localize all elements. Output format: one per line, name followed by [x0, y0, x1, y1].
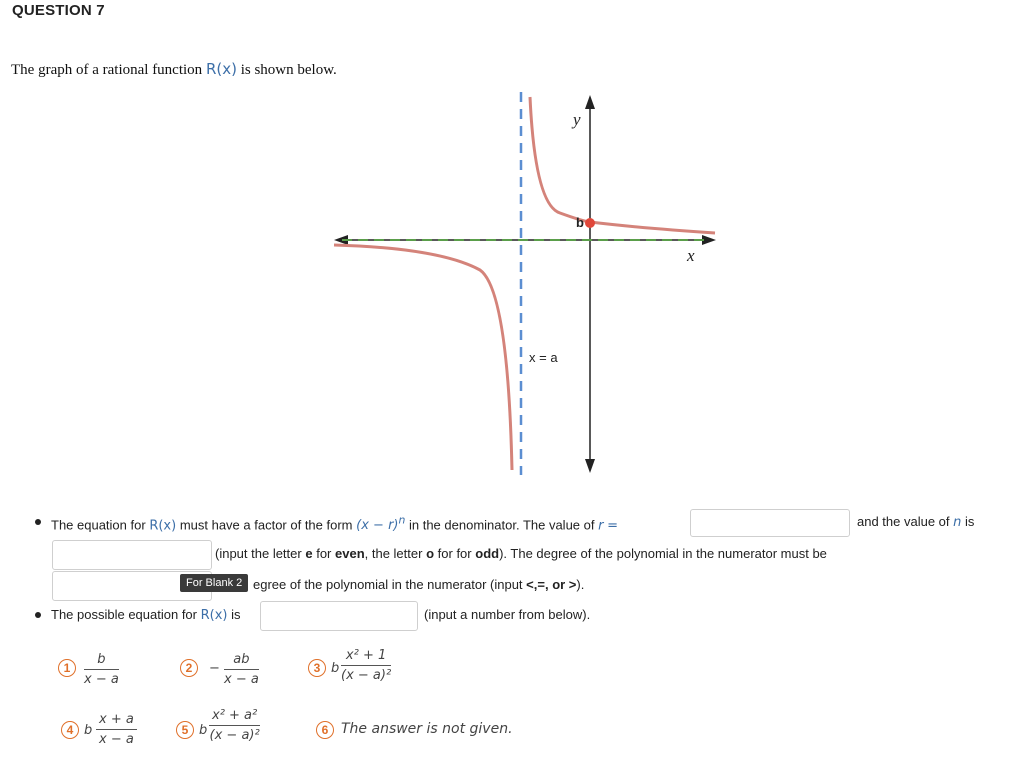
- option-5-fraction: [209, 708, 260, 743]
- y-axis-arrow-down: [585, 459, 595, 473]
- odd-letter: o: [426, 546, 435, 561]
- option-1-number: 1: [58, 659, 76, 677]
- option-1-fraction: [84, 652, 119, 687]
- odd-word: odd: [475, 546, 500, 561]
- even-word: even: [335, 546, 365, 561]
- r-variable: r: [598, 518, 604, 534]
- bullet-dot-1: [35, 519, 41, 525]
- intro-prefix: The graph of a rational function: [11, 62, 203, 78]
- x-axis-label: x: [687, 246, 695, 265]
- option-5-number: 5: [176, 721, 194, 739]
- intro-suffix: is shown below.: [240, 62, 337, 78]
- option-3-number: 3: [308, 659, 326, 677]
- asymptote-label: x = a: [529, 350, 558, 365]
- factor-form: $(x - r)^n$: [356, 514, 406, 534]
- answer-number-input[interactable]: [260, 601, 418, 631]
- bullet2-text: The possible equation for R(x) is: [51, 607, 241, 623]
- equals-sign: =: [607, 518, 618, 534]
- option-2-number: 2: [180, 659, 198, 677]
- curve-right-branch: [530, 97, 715, 233]
- x-axis-arrow-right: [702, 235, 716, 245]
- option-2-fraction: [224, 652, 259, 687]
- rational-function-graph: [320, 85, 730, 480]
- option-6-text: The answer is not given.: [341, 721, 513, 737]
- option-1-denominator: x − a: [84, 672, 119, 687]
- n-value-input[interactable]: [52, 540, 212, 570]
- option-6-number: 6: [316, 721, 334, 739]
- option-4-number: 4: [61, 721, 79, 739]
- option-2-prefix: −: [209, 661, 220, 676]
- option-1-numerator: b: [84, 652, 119, 670]
- option-3-fraction: [341, 648, 391, 683]
- comparison-operators: <,=, or >: [526, 577, 577, 592]
- bullet2-instruction: (input a number from below).: [424, 607, 591, 622]
- n-variable: n: [953, 515, 962, 530]
- option-4-prefix: b: [84, 723, 93, 738]
- question-title: QUESTION 7: [12, 2, 105, 19]
- y-intercept-point: [585, 218, 595, 228]
- option-4-numerator: x + a: [96, 712, 137, 730]
- option-5-numerator: x² + a²: [209, 708, 260, 726]
- option-3-numerator: x² + 1: [341, 648, 391, 666]
- option-4-fraction: [96, 712, 137, 747]
- question-intro: [11, 60, 337, 79]
- bullet1-line3: egree of the polynomial in the numerator (input <,=, or >).: [253, 577, 585, 592]
- bullet1-line1-left: The equation for R(x) must have a factor of the form $(x - r)^n$ in the denominator. The value of r =: [51, 514, 618, 534]
- option-2-denominator: x − a: [224, 672, 259, 687]
- y-axis-label: y: [573, 110, 581, 129]
- option-2-numerator: ab: [224, 652, 259, 670]
- even-letter: e: [305, 546, 313, 561]
- option-5-denominator: (x − a)²: [209, 728, 260, 743]
- y-axis-arrow-up: [585, 95, 595, 109]
- point-label: b: [576, 215, 584, 230]
- bullet2-func: R(x): [200, 608, 228, 623]
- bullet-dot-2: [35, 612, 41, 618]
- option-3-denominator: (x − a)²: [341, 668, 392, 683]
- blank-tooltip: For Blank 2: [180, 574, 248, 592]
- curve-left-branch: [334, 245, 512, 470]
- bullet1-line1-right: and the value of n is: [857, 514, 975, 530]
- bullet1-line2: (input the letter e for even, the letter o for for odd). The degree of the polynomial in the numerator must be: [215, 546, 827, 561]
- bullet1-func: R(x): [149, 518, 177, 534]
- option-5-prefix: b: [199, 723, 208, 738]
- option-3-prefix: b: [331, 661, 340, 676]
- r-value-input[interactable]: [690, 509, 850, 537]
- option-4-denominator: x − a: [99, 732, 134, 747]
- intro-function: R(x): [205, 60, 237, 78]
